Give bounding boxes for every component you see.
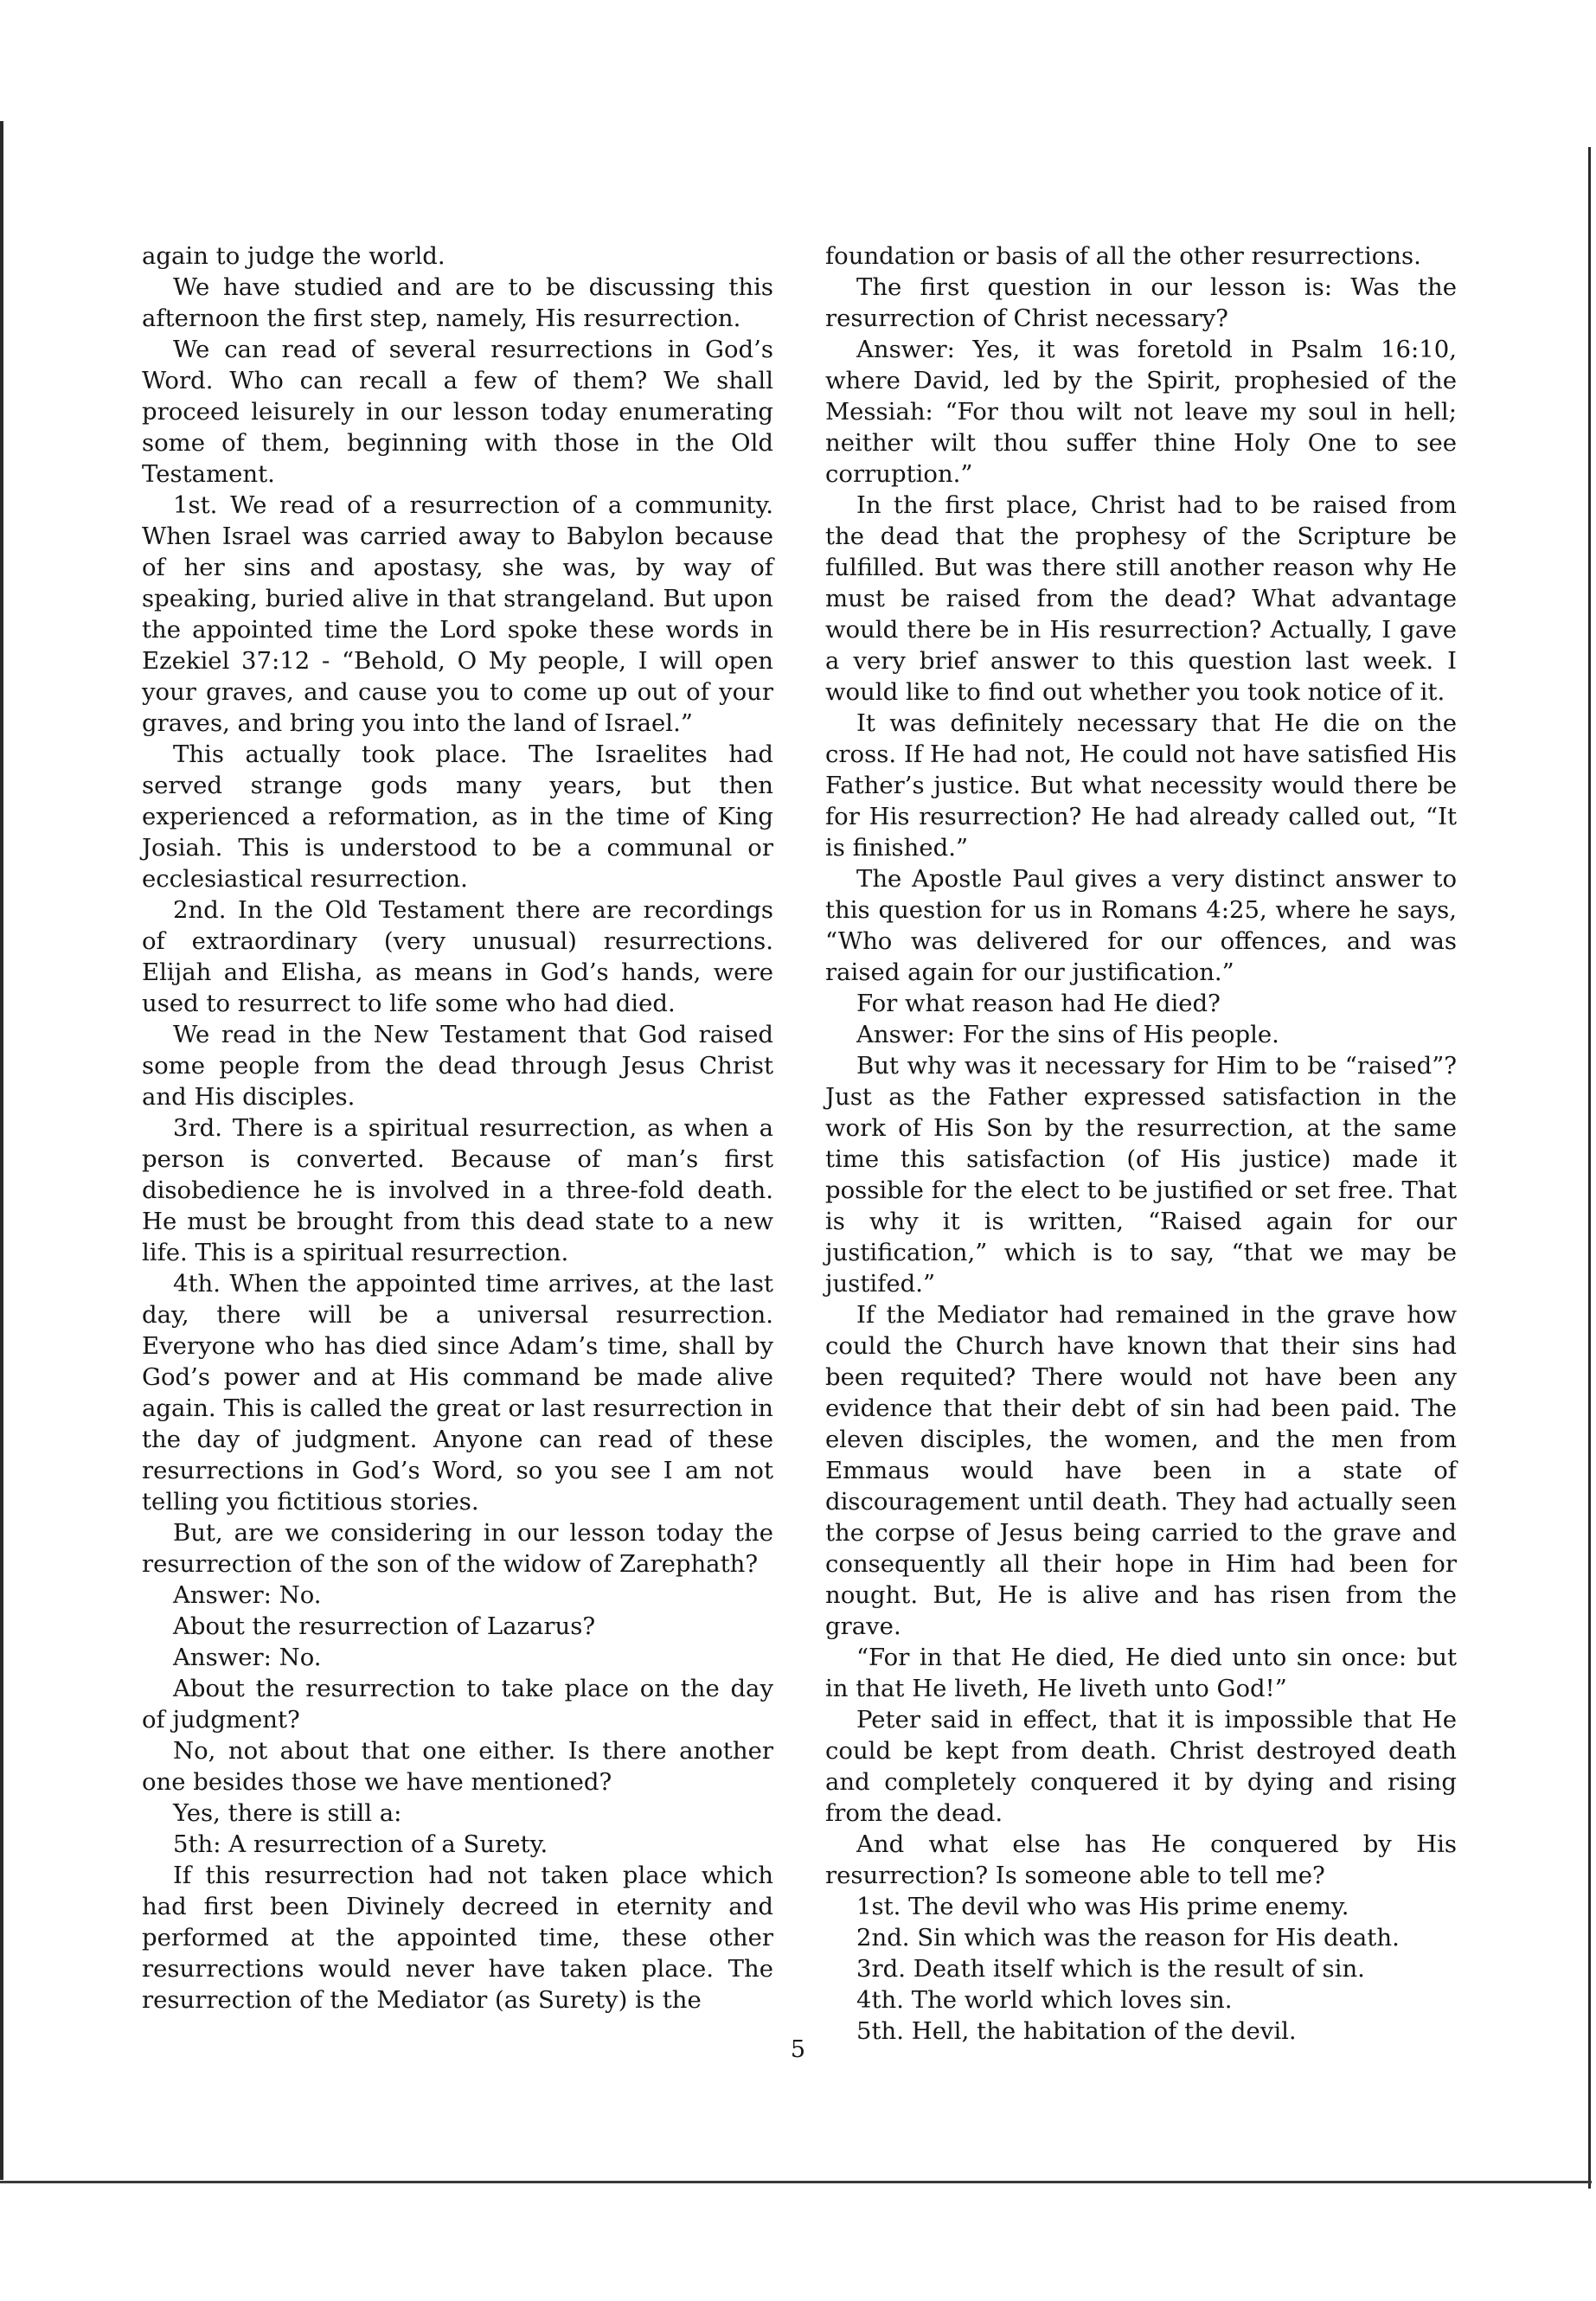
paragraph: But why was it necessary for Him to be “raised”? Just as the Father expressed satisfaction in the work of His Son by the resurrection, at the same time this satisfaction (of His justice) made it possible for the elect to be justified or set free. That is why it is written, “Raised again for our justification,” which is to say, “that we may be justifed.” [825,1052,1457,1298]
scan-bottom-edge [0,2181,1592,2183]
paragraph: 1st. The devil who was His prime enemy. [856,1893,1349,1920]
right-column [825,240,1457,2047]
paragraph: No, not about that one either. Is there another one besides those we have mentioned? [142,1737,773,1796]
paragraph: Peter said in effect, that it is impossible that He could be kept from death. Christ destroyed death and completely conquered it by dying and rising from the dead. [825,1706,1457,1827]
paragraph: If this resurrection had not taken place which had first been Divinely decreed in eternity and performed at the appointed time, these other resurrections would never have taken place. The resurrection of the Mediator (as Surety) is the [142,1862,773,2014]
paragraph: 3rd. Death itself which is the result of sin. [856,1955,1365,1983]
paragraph: 4th. When the appointed time arrives, at the last day, there will be a universal resurrection. Everyone who has died since Adam’s time, shall by God’s power and at His command be made alive again. This is called the great or last resurrection in the day of judgment. Anyone can read of these resurrections in God’s Word, so you see I am not telling you fictitious stories. [142,1270,773,1516]
page-number: 5 [790,2036,806,2063]
paragraph: Answer: No. [173,1644,322,1671]
paragraph: Yes, there is still a: [173,1799,402,1827]
paragraph: 5th. Hell, the habitation of the devil. [856,2017,1297,2045]
paragraph: It was definitely necessary that He die on the cross. If He had not, He could not have satisfied His Father’s justice. But what necessity would there be for His resurrection? He had already called out, “It is finished.” [825,709,1457,862]
paragraph: “For in that He died, He died unto sin once: but in that He liveth, He liveth unto God!” [825,1644,1457,1702]
paragraph: We have studied and are to be discussing this afternoon the first step, namely, His resurrection. [142,273,773,332]
paragraph: In the first place, Christ had to be raised from the dead that the prophesy of the Scripture be fulfilled. But was there still another reason why He must be raised from the dead? What advantage would there be in His resurrection? Actually, I gave a very brief answer to this question last week. I would like to find out whether you took notice of it. [825,491,1457,706]
paragraph: Answer: Yes, it was foretold in Psalm 16:10, where David, led by the Spirit, prophesied of the Messiah: “For thou wilt not leave my soul in hell; neither wilt thou suffer thine Holy One to see corruption.” [825,336,1457,488]
paragraph: This actually took place. The Israelites had served strange gods many years, but then experienced a reformation, as in the time of King Josiah. This is understood to be a communal or ecclesiastical resurrection. [142,740,773,893]
paragraph: 3rd. There is a spiritual resurrection, as when a person is converted. Because of man’s first disobedience he is involved in a three-fold death. He must be brought from this dead state to a new life. This is a spiritual resurrection. [142,1114,773,1266]
left-column [142,240,773,2016]
paragraph: But, are we considering in our lesson today the resurrection of the son of the widow of Zarephath? [142,1519,773,1578]
paragraph: For what reason had He died? [856,990,1221,1017]
paragraph: 2nd. Sin which was the reason for His death. [856,1924,1400,1952]
paragraph: The first question in our lesson is: Was the resurrection of Christ necessary? [825,273,1457,332]
paragraph: If the Mediator had remained in the grave how could the Church have known that their sins had been requited? There would not have been any evidence that their debt of sin had been paid. The eleven disciples, the women, and the men from Emmaus would have been in a state of discouragement until death. They had actually seen the corpse of Jesus being carried to the grave and consequently all their hope in Him had been for nought. But, He is alive and has risen from the grave. [825,1301,1457,1640]
paragraph: 5th: A resurrection of a Surety. [173,1830,548,1858]
paragraph: Answer: No. [173,1581,322,1609]
paragraph: 1st. We read of a resurrection of a community. When Israel was carried away to Babylon because of her sins and apostasy, she was, by way of speaking, buried alive in that strangeland. But upon the appointed time the Lord spoke these words in Ezekiel 37:12 - “Behold, O My people, I will open your graves, and cause you to come up out of your graves, and bring you into the land of Israel.” [142,491,773,737]
paragraph: We can read of several resurrections in God’s Word. Who can recall a few of them? We shall proceed leisurely in our lesson today enumerating some of them, beginning with those in the Old Testament. [142,336,773,488]
paragraph: The Apostle Paul gives a very distinct answer to this question for us in Romans 4:25, where he says, “Who was delivered for our offences, and was raised again for our justification.” [825,865,1457,986]
paragraph: And what else has He conquered by His resurrection? Is someone able to tell me? [825,1830,1457,1889]
paragraph: Answer: For the sins of His people. [856,1021,1279,1048]
scan-right-edge [1588,147,1591,2189]
paragraph: again to judge the world. [142,242,445,270]
paragraph: 2nd. In the Old Testament there are recordings of extraordinary (very unusual) resurrections. Elijah and Elisha, as means in God’s hands, were used to resurrect to life some who had died. [142,896,773,1017]
paragraph: About the resurrection to take place on the day of judgment? [142,1675,773,1734]
scan-left-edge [0,121,3,2180]
paragraph: 4th. The world which loves sin. [856,1986,1233,2014]
paragraph: About the resurrection of Lazarus? [173,1612,596,1640]
paragraph: foundation or basis of all the other resurrections. [825,242,1421,270]
paragraph: We read in the New Testament that God raised some people from the dead through Jesus Christ and His disciples. [142,1021,773,1111]
